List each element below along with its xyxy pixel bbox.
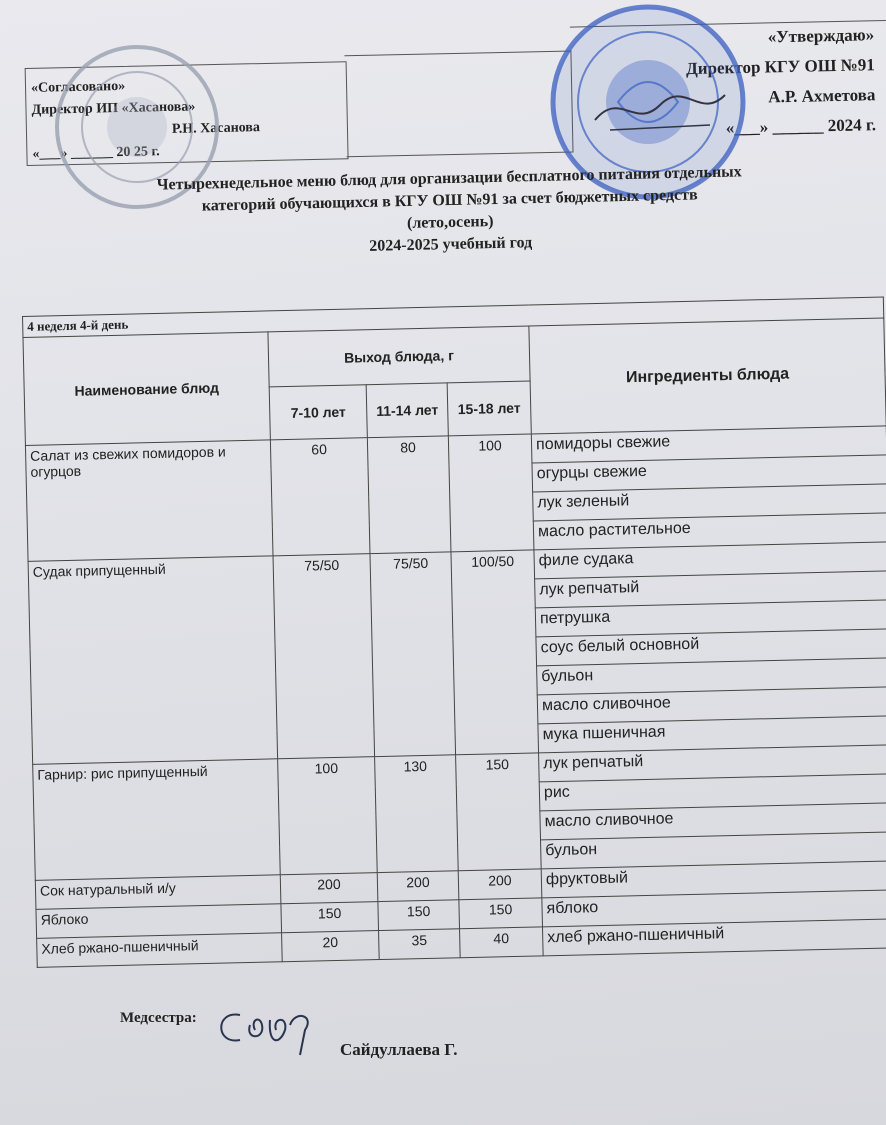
ingredient: бульон <box>541 832 886 869</box>
nurse-signature-icon <box>210 1000 320 1060</box>
header-middle-cell <box>344 51 573 158</box>
col-header-ingredients: Ингредиенты блюда <box>529 318 886 434</box>
ingredient: рис <box>539 774 886 811</box>
dish-yield-7-10: 200 <box>280 873 378 904</box>
dish-name: Судак припущенный <box>28 556 278 765</box>
col-header-yield: Выход блюда, г <box>268 326 530 387</box>
ingredient: петрушка <box>535 600 886 637</box>
dish-yield-15-18: 200 <box>458 869 542 900</box>
ingredient: соус белый основной <box>536 629 886 666</box>
dish-yield-11-14: 35 <box>379 929 461 960</box>
dish-name: Гарнир: рис припущенный <box>33 759 281 881</box>
ingredient: лук репчатый <box>535 571 886 608</box>
ingredient: лук репчатый <box>539 745 886 782</box>
dish-yield-15-18: 100/50 <box>451 550 539 755</box>
agreed-signer: Р.Н. Хасанова <box>171 120 261 137</box>
ingredient: филе судака <box>534 542 886 579</box>
approved-heading: «Утверждаю» <box>767 25 875 47</box>
ingredient: яблоко <box>542 890 886 927</box>
dish-yield-15-18: 100 <box>448 434 534 552</box>
title-line-2: категорий обучающихся в КГУ ОШ №91 за счет бюджетных средств <box>201 186 698 215</box>
ingredient: масло сливочное <box>540 803 886 840</box>
dish-yield-15-18: 150 <box>456 753 542 871</box>
agreed-date: «___» ______ 20 25 г. <box>32 144 160 162</box>
dish-yield-7-10: 150 <box>281 902 379 933</box>
menu-table-container <box>22 296 886 967</box>
dish-yield-11-14: 75/50 <box>370 552 456 757</box>
dish-yield-7-10: 20 <box>282 931 380 962</box>
col-age-15-18: 15-18 лет <box>447 381 531 436</box>
col-header-name: Наименование блюд <box>23 332 270 446</box>
dish-yield-15-18: 40 <box>460 927 544 958</box>
dish-yield-15-18: 150 <box>459 898 543 929</box>
ingredient: огурцы свежие <box>532 455 886 492</box>
nurse-label: Медсестра: <box>120 1010 197 1026</box>
ingredient: бульон <box>537 658 886 695</box>
ingredient: масло растительное <box>533 513 886 550</box>
page-title <box>59 159 841 265</box>
nurse-name: Сайдуллаева Г. <box>340 1040 458 1059</box>
agreed-heading: «Согласовано» <box>30 78 126 96</box>
dish-yield-11-14: 200 <box>377 871 459 902</box>
title-line-4: 2024-2025 учебный год <box>369 234 533 255</box>
dish-yield-11-14: 80 <box>367 436 451 554</box>
title-line-3: (лето,осень) <box>406 213 494 232</box>
approved-position: Директор КГУ ОШ №91 <box>685 55 875 79</box>
ingredient: мука пшеничная <box>538 716 886 753</box>
ingredient: хлеб ржано-пшеничный <box>542 919 886 956</box>
dish-yield-11-14: 150 <box>378 900 460 931</box>
dish-name: Сок натуральный и/у <box>35 875 281 910</box>
signature-scribble-icon <box>590 80 730 140</box>
dish-name: Хлеб ржано-пшеничный <box>37 933 283 968</box>
approved-signer: А.Р. Ахметова <box>768 85 876 107</box>
col-age-11-14: 11-14 лет <box>366 383 448 438</box>
agreed-position: Директор ИП «Хасанова» <box>31 99 196 118</box>
title-line-1: Четырехнедельное меню блюд для организации бесплатного питания отдельных <box>156 163 742 194</box>
menu-table <box>22 296 886 967</box>
day-label: 4 неделя 4-й день <box>23 297 884 338</box>
ingredient: лук зеленый <box>533 484 886 521</box>
ingredient: масло сливочное <box>537 687 886 724</box>
col-age-7-10: 7-10 лет <box>269 385 367 440</box>
approved-date: «___» ______ 2024 г. <box>725 115 877 138</box>
ingredient: фруктовый <box>541 861 886 898</box>
dish-yield-11-14: 130 <box>375 755 459 873</box>
dish-yield-7-10: 100 <box>278 757 378 875</box>
dish-name: Салат из свежих помидоров и огурцов <box>25 440 273 562</box>
dish-yield-7-10: 75/50 <box>273 554 375 759</box>
ingredient: помидоры свежие <box>531 426 886 463</box>
dish-yield-7-10: 60 <box>270 438 370 556</box>
dish-name: Яблоко <box>36 904 282 939</box>
